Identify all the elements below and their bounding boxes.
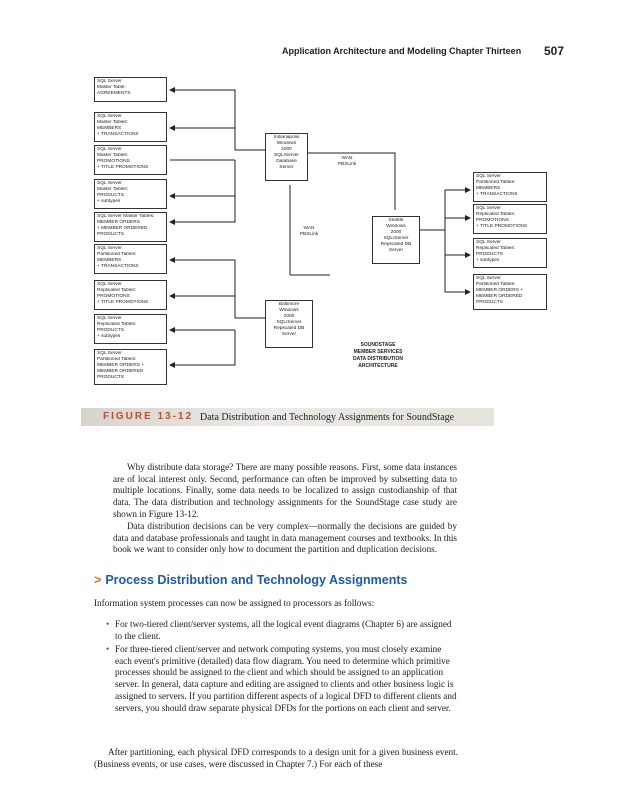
right-box-partitioned-members: SQL Server Partitioned Tables: MEMBERS + TRANSACTIONS [473,172,547,202]
bullet-icon: • [106,644,110,654]
figure-caption: Data Distribution and Technology Assignments for SoundStage [200,412,455,423]
bullet-icon: • [106,619,110,629]
architecture-title: SOUNDSTAGE MEMBER SERVICES DATA DISTRIBUTION ARCHITECTURE [353,342,403,369]
page-number: 507 [544,44,565,58]
paragraph-4: After partitioning, each physical DFD corresponds to a design unit for a given business event. (Business events, or use cases, were discussed in Chapter 7.) For each of these [94,747,458,769]
right-box-partitioned-orders: SQL Server Partitioned Tables: MEMBER ORDERS + MEMBER ORDERED PRODUCTS [473,274,547,310]
left-box-partitioned-orders: SQL Server Partitioned Tables: MEMBER ORDERS + MEMBER ORDERED PRODUCTS [94,349,167,385]
bullet-item-1: • For two-tiered client/server systems, all the logical event diagrams (Chapter 6) are assigned to the client. [106,619,452,641]
running-header: Application Architecture and Modeling Chapter Thirteen [282,46,522,56]
bullet-item-2: • For three-tiered client/server and network computing systems, you must closely examine each event's primitive (detailed) data flow diagram. You need to determine which primitive processes should be assigned to the client and which should be assigned to an application server. In general, data capture and editing are assigned to clients and other business logic is assigned to servers. If you partition different aspects of a logical DFD to different clients and servers, you should draw separate physical DFDs for the portions on each client and server. [106,644,457,713]
server-baltimore: Baltimore Windows 2000 SQL/Server Replicated DB Server [265,300,313,348]
left-box-replicated-products: SQL Server Replicated Tables: PRODUCTS + subtypes [94,314,167,344]
section-heading: > Process Distribution and Technology Assignments [94,573,408,587]
left-box-products: SQL Server Master Tables: PRODUCTS + subtypes [94,179,167,209]
paragraph-2: Data distribution decisions can be very complex—normally the decisions are guided by data and database professionals and taught in data management courses and textbooks. In this book we want to consider only how to document the partition and duplication decisions. [113,521,457,555]
right-box-replicated-products: SQL Server Replicated Tables: PRODUCTS + subtypes [473,238,547,268]
left-box-member-orders: SQL Server Master Tables: MEMBER ORDERS + MEMBER ORDERED PRODUCTS [94,212,167,242]
server-seattle: Seattle Windows 2000 SQL/Server Replicated DB Server [372,216,420,264]
left-box-promotions: SQL Server Master Tables: PROMOTIONS + TITLE PROMOTIONS [94,145,167,175]
server-indianapolis: Indianapolis Windows 2000 SQL/Server Database Server [265,133,308,181]
wan-label-indianapolis-seattle: WAN PBXLink [337,156,357,167]
left-box-partitioned-members: SQL Server Partitioned Tables: MEMBERS + TRANSACTIONS [94,244,167,274]
left-box-members: SQL Server Master Tables: MEMBERS + TRANSACTIONS [94,112,167,142]
left-box-replicated-promotions: SQL Server Replicated Tables: PROMOTIONS + TITLE PROMOTIONS [94,280,167,310]
wan-label-baltimore: WAN PBXLink [299,226,319,237]
figure-label: FIGURE 13-12 [103,411,194,422]
paragraph-3: Information system processes can now be assigned to processors as follows: [94,598,375,608]
left-box-agreements: SQL Server Master Table: AGREEMENTS [94,77,167,102]
paragraph-1: Why distribute data storage? There are many possible reasons. First, some data instances are of local interest only. Second, performance can often be improved by subsetting data to multiple locations. Finally, some data needs to be localized to assign custodianship of that data. The data distribution and technology assignments for the SoundStage case study are shown in Figure 13-12. [113,462,457,519]
right-box-replicated-promotions: SQL Server Replicated Tables: PROMOTIONS + TITLE PROMOTIONS [473,204,547,234]
